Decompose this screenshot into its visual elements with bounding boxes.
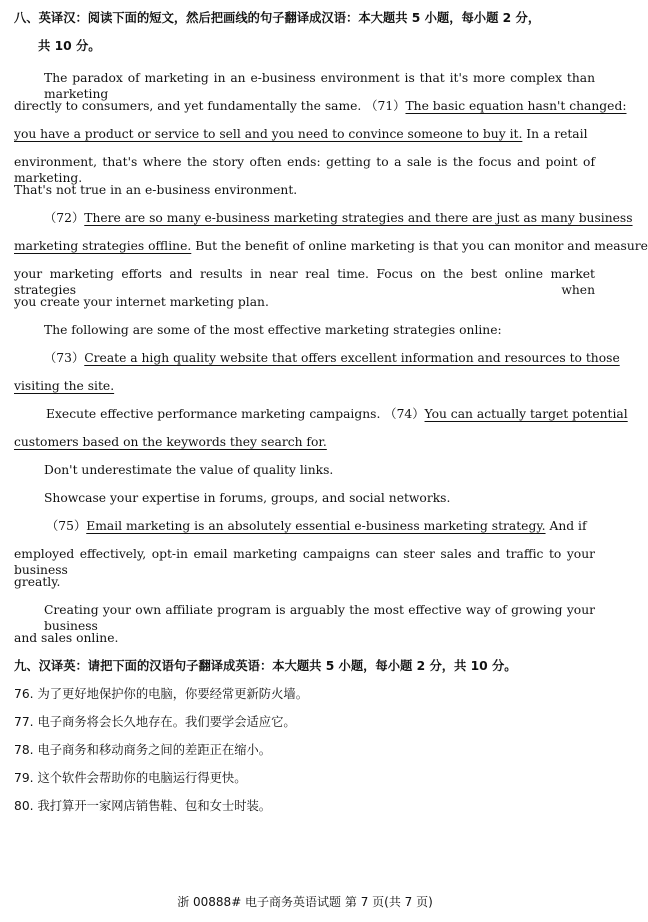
p2-line2 xyxy=(14,238,648,254)
p5-line2 xyxy=(14,434,327,450)
q75-number: （75） xyxy=(46,519,87,533)
q72-sentence-part1: There are so many e-business marketing strategies and there are just as many business xyxy=(84,211,633,225)
q74-sentence-part1: You can actually target potential xyxy=(424,407,628,421)
p2-line3: your marketing efforts and results in near real time. Focus on the best online market strategies when xyxy=(14,267,595,297)
q71-number: （71） xyxy=(365,99,406,113)
p1-line1: The paradox of marketing in an e-business environment is that it's more complex than marketing xyxy=(44,71,595,101)
p1-text: directly to consumers, and yet fundamentally the same. xyxy=(14,99,362,113)
section8-title-cont: 共 10 分。 xyxy=(38,39,101,53)
q74-number: （74） xyxy=(384,407,425,421)
p8-line1 xyxy=(46,518,587,534)
item-79: 79. 这个软件会帮助你的电脑运行得更快。 xyxy=(14,771,247,785)
item-80: 80. 我打算开一家网店销售鞋、包和女士时装。 xyxy=(14,799,272,813)
item-77: 77. 电子商务将会长久地存在。我们要学会适应它。 xyxy=(14,715,296,729)
p2-line1 xyxy=(44,210,633,226)
item-78: 78. 电子商务和移动商务之间的差距正在缩小。 xyxy=(14,743,272,757)
page-footer: 浙 00888# 电子商务英语试题 第 7 页(共 7 页) xyxy=(177,895,433,909)
q72-number: （72） xyxy=(44,211,85,225)
p3-line1: The following are some of the most effective marketing strategies online: xyxy=(44,323,502,337)
q74-sentence-part2: customers based on the keywords they search for. xyxy=(14,435,327,449)
p7-line1: Showcase your expertise in forums, groups, and social networks. xyxy=(44,491,451,505)
p8-line2: employed effectively, opt-in email marketing campaigns can steer sales and traffic to your business xyxy=(14,547,595,577)
q71-sentence-part2: you have a product or service to sell and you need to convince someone to buy it. xyxy=(14,127,523,141)
p9-line1: Creating your own affiliate program is arguably the most effective way of growing your business xyxy=(44,603,595,633)
section8-title: 八、英译汉：阅读下面的短文，然后把画线的句子翻译成汉语：本大题共 5 小题，每小题 2 分， xyxy=(14,11,541,25)
q73-sentence-part2: visiting the site. xyxy=(14,379,115,393)
q73-sentence-part1: Create a high quality website that offers excellent information and resources to those xyxy=(84,351,620,365)
p4-line2 xyxy=(14,378,114,394)
p6-line1: Don't underestimate the value of quality links. xyxy=(44,463,334,477)
p1-text: In a retail xyxy=(526,127,588,141)
p2-text: But the benefit of online marketing is that you can monitor and measure xyxy=(195,239,648,253)
q71-sentence-part1: The basic equation hasn't changed: xyxy=(405,99,627,113)
p5-line1 xyxy=(46,406,628,422)
item-76: 76. 为了更好地保护你的电脑，你要经常更新防火墙。 xyxy=(14,687,308,701)
p4-line1 xyxy=(44,350,620,366)
p5-text: Execute effective performance marketing campaigns. xyxy=(46,407,381,421)
section9-title: 九、汉译英：请把下面的汉语句子翻译成英语：本大题共 5 小题，每小题 2 分，共 10 分。 xyxy=(14,659,517,673)
p1-line3 xyxy=(14,126,588,142)
p1-line4: environment, that's where the story often ends: getting to a sale is the focus and point of marketing. xyxy=(14,155,595,185)
q73-number: （73） xyxy=(44,351,85,365)
p1-line2 xyxy=(14,98,626,114)
p9-line2: and sales online. xyxy=(14,631,119,645)
q75-sentence: Email marketing is an absolutely essential e-business marketing strategy. xyxy=(86,519,546,533)
q72-sentence-part2: marketing strategies offline. xyxy=(14,239,192,253)
p1-line5: That's not true in an e-business environment. xyxy=(14,183,298,197)
p2-line4: you create your internet marketing plan. xyxy=(14,295,269,309)
p8-text: And if xyxy=(549,519,587,533)
p8-line3: greatly. xyxy=(14,575,61,589)
